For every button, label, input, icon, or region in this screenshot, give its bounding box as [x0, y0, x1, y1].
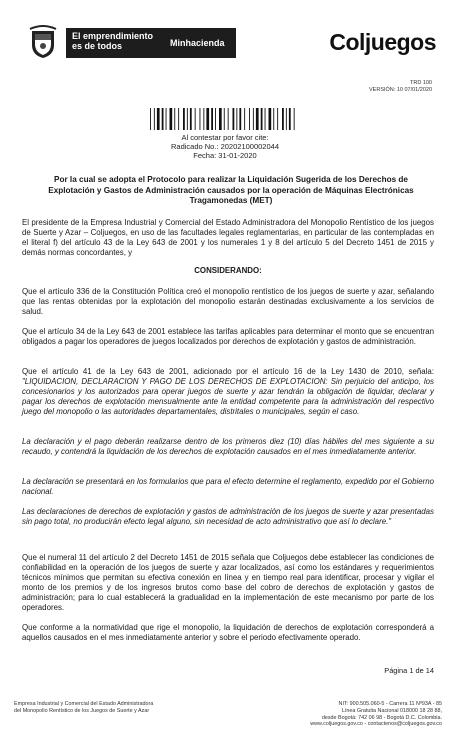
considerando-heading: CONSIDERANDO: [194, 266, 262, 275]
radicado-block [150, 133, 300, 160]
paragraph-constitution: Que el artículo 336 de la Constitución Política creó el monopolio rentístico de los juegos de suerte y azar, señalando que las rentas obtenidas por la explotación del monopolio estarán destinadas exclusivamente a los servicios de salud. [22, 287, 434, 316]
paragraph-no-payment: Las declaraciones de derechos de explotación y gastos de administración de los juegos de suerte y azar presentadas sin pago total, no producirán efecto legal alguno, sin necesidad de acto administrativo que así lo declare." [22, 507, 434, 526]
trd-code: TRD 100 [409, 80, 432, 86]
page-number: Página 1 de 14 [384, 666, 434, 675]
paragraph-ley-643-art-41 [22, 367, 434, 417]
document-title: Por la cual se adopta el Protocolo para realizar la Liquidación Sugerida de los Derechos de Explotación y Gastos de Administración causados por la operación de Máquinas Electrónicas Tragamonedas (MET) [48, 175, 414, 205]
footer-web-email: www.coljuegos.gov.co - contactenos@coljuegos.gov.co [310, 721, 442, 728]
coat-of-arms-icon [28, 25, 58, 59]
cite-instruction: Al contestar por favor cite: [181, 133, 269, 142]
radicado-number: Radicado No.: 20202100002044 [170, 142, 279, 151]
trd-version [369, 80, 432, 94]
banner-ministry: Minhacienda [170, 38, 225, 48]
letterhead [28, 22, 436, 66]
barcode [150, 108, 300, 130]
preamble-paragraph: El presidente de la Empresa Industrial y Comercial del Estado Administradora del Monopolio Rentístico de los juegos de Suerte y Azar – Coljuegos, en uso de las facultades legales reglamentarias, en particular de las contempladas en el literal f) del artículo 43 de la Ley 643 de 2001 y los numerales 1 y 8 del artículo 5 del Decreto 1451 de 2015 y demás normas concordantes, y [22, 218, 434, 257]
paragraph-ley-643-art-34: Que el artículo 34 de la Ley 643 de 2001 establece las tarifas aplicables para determinar el monto que se encuentran obligados a pagar los operadores de juegos localizados por derechos de explotación y gastos de administración. [22, 327, 434, 346]
art-41-quote: "LIQUIDACION, DECLARACION Y PAGO DE LOS DERECHOS DE EXPLOTACION: Sin perjuicio del anticipo, los concesionarios y los autorizados para operar juegos de suerte y azar tendrán la obligación de liquidar, declarar y pagar los derechos de explotación mensualmente ante la entidad competente para la administración del respectivo juego del monopolio o las autoridades departamentales, distritales o municipales, según el caso. [22, 376, 434, 416]
footer-bogota-phone: desde Bogotá: 742 06 98 - Bogotá D.C. Colombia. [321, 714, 442, 721]
paragraph-forms: La declaración se presentará en los formularios que para el efecto determine el reglamento, expedido por el Gobierno nacional. [22, 477, 434, 496]
paragraph-declaration-deadline: La declaración y el pago deberán realizarse dentro de los primeros diez (10) días hábiles del mes siguiente a su recaudo, y contendrá la liquidación de los derechos de explotación causados en el mes inmediatamente anterior. [22, 437, 434, 456]
art-41-intro: Que el artículo 41 de la Ley 643 de 2001, adicionado por el artículo 16 de la Ley 1430 de 2010, señala: [22, 367, 434, 376]
coljuegos-logo: Coljuegos [329, 29, 436, 55]
footer-nit-address: NIT: 900.505.060-5 - Carrera 11 Nº93A - 85 [338, 701, 442, 707]
banner-tagline: El emprendimiento es de todos [72, 31, 154, 51]
government-banner [66, 28, 236, 58]
trd-version-date: VERSIÓN: 10 07/01/2020 [369, 87, 432, 93]
footer-company-line: del Monopolio Rentístico de los Juegos de Suerte y Azar [14, 707, 150, 714]
radicado-date: Fecha: 31-01-2020 [193, 151, 257, 160]
footer-contact [310, 701, 442, 728]
footer-company [14, 701, 153, 715]
paragraph-liquidation: Que conforme a la normatividad que rige el monopolio, la liquidación de derechos de explotación corresponderá a aquellos causados en el mes inmediatamente anterior y sobre el periodo efectivamente operado. [22, 623, 434, 642]
paragraph-decreto-1451: Que el numeral 11 del artículo 2 del Decreto 1451 de 2015 señala que Coljuegos debe establecer las condiciones de confiabilidad en la operación de los juegos de suerte y azar localizados, así como los estándares y requerimientos técnicos mínimos que permitan su efectiva conexión en línea y en tiempo real para identificar, procesar y vigilar el monto de los premios y de los ingresos brutos como base del cobro de derechos de explotación y gastos de administración; para lo cual establecerá la gradualidad en la implementación de este mecanismo por parte de los operadores. [22, 553, 434, 612]
footer-phone: Línea Gratuita Nacional 018000 18 28 88, [341, 707, 442, 714]
footer-company-line: Empresa Industrial y Comercial del Estado Administradora [14, 701, 154, 707]
